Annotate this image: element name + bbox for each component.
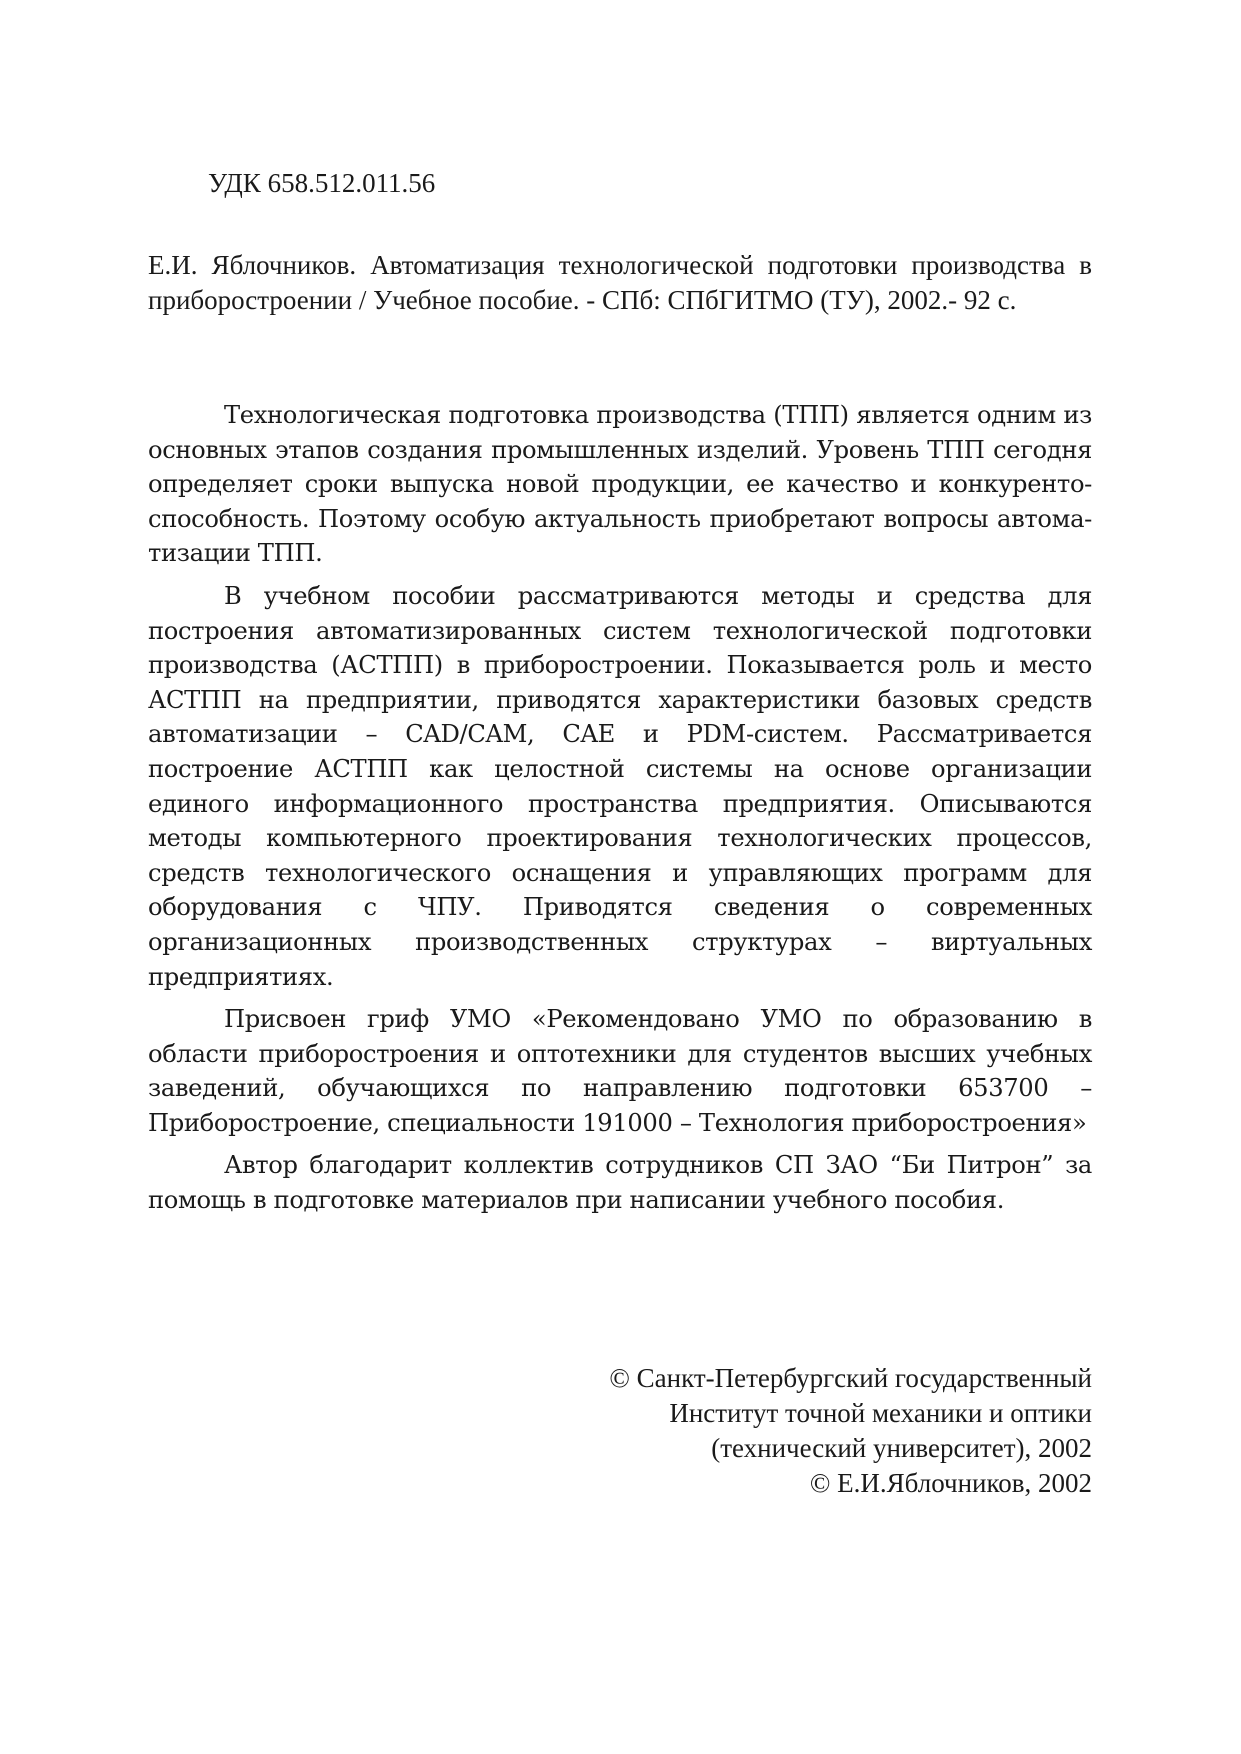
abstract-paragraph: В учебном пособии рассматриваются методы и средства для построения автоматизированных систем технологической подготовки производства (АСТПП) в приборостроении. Показывается роль и место АСТПП на предприятии, приводятся характеристики базовых средств автоматизации – CAD/CAM, CAE и PDM-систем. Рассматривается построение АСТПП как целостной системы на основе организации единого информационного пространства предприятия. Описываются методы компьютерного проектирования технологических процессов, средств технологического оснащения и управляющих программ для оборудования с ЧПУ. Приводятся сведения о современных организационных производственных структурах – виртуальных предприятиях. — [148, 581, 1092, 991]
abstract-paragraph: Присвоен гриф УМО «Рекомендовано УМО по образованию в области приборостроения и оптотехники для студентов высших учебных заведений, обучающихся по направлению подготовки 653700 – Приборостроение, специальности 191000 – Технология приборостроения» — [148, 1005, 1092, 1137]
copyright-line: © Е.И.Яблочников, 2002 — [809, 1468, 1092, 1498]
udk-code: УДК 658.512.011.56 — [208, 168, 436, 198]
copyright-line: © Санкт-Петербургский государственный — [609, 1363, 1092, 1393]
copyright-line: Институт точной механики и оптики — [669, 1398, 1092, 1428]
abstract-paragraph: Технологическая подготовка производства (ТПП) является одним из основных этапов создания промышленных изделий. Уровень ТПП сегодня определяет сроки выпуска новой продукции, ее качество и конкуренто-способность. Поэтому особую актуальность приобретают вопросы автома-тизации ТПП. — [148, 401, 1092, 568]
abstract-paragraph: Автор благодарит коллектив сотрудников СП ЗАО “Би Питрон” за помощь в подготовке материалов при написании учебного пособия. — [148, 1151, 1092, 1215]
copyright-block — [609, 1361, 1092, 1501]
bibliographic-reference: Е.И. Яблочников. Автоматизация технологической подготовки производства в приборостроении / Учебное пособие. - СПб: СПбГИТМО (ТУ), 2002.- 92 с. — [148, 250, 1092, 315]
copyright-line: (технический университет), 2002 — [711, 1433, 1092, 1463]
abstract — [148, 398, 1092, 1218]
